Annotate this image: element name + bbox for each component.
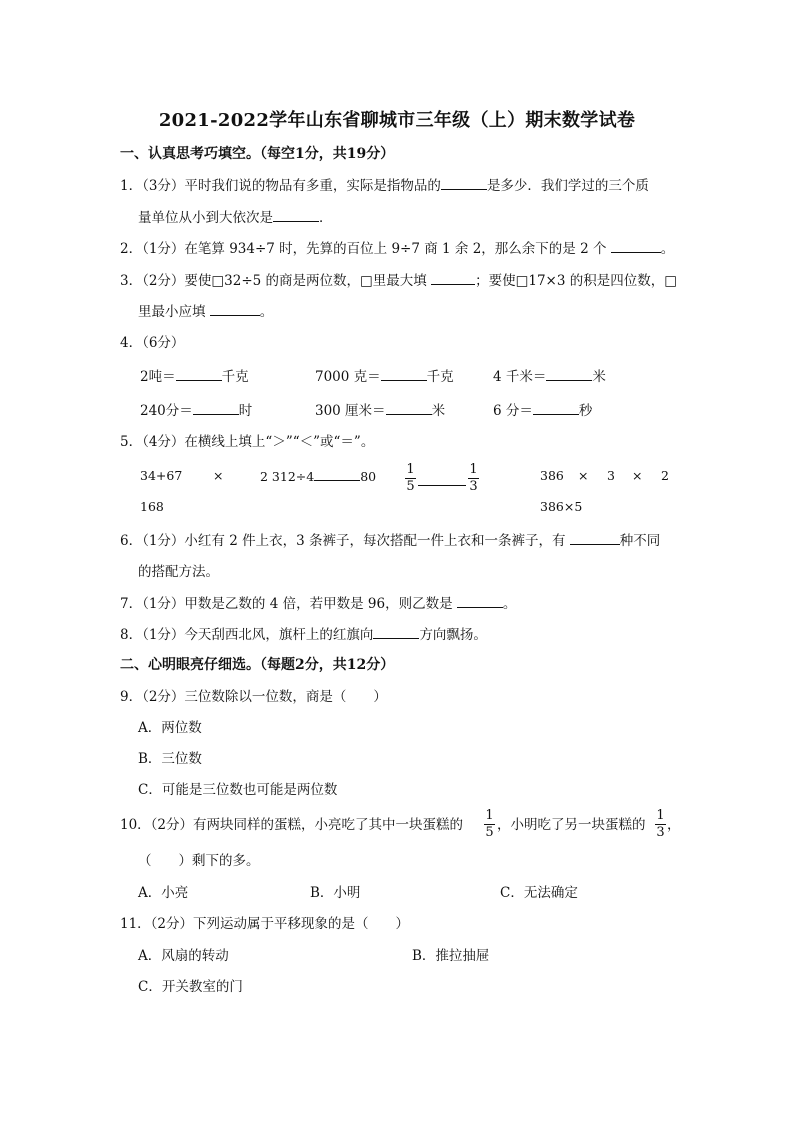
section-2-heading: 二、心明眼亮仔细选。（每题2分，共12分）	[120, 657, 395, 673]
question-11-stem: 11．（2分）下列运动属于平移现象的是（ ）	[120, 916, 410, 932]
q4-pre: 240分＝	[140, 403, 193, 419]
q8-text-b: 方向飘扬。	[419, 627, 487, 643]
q4-row1-item1	[140, 366, 249, 387]
q4-post: 千克	[221, 369, 249, 385]
q7-text-b: 。	[502, 596, 517, 612]
answer-blank[interactable]	[193, 400, 239, 415]
q9-option-c[interactable]: C．可能是三位数也可能是两位数	[138, 782, 338, 798]
q5-item4b: ×	[578, 468, 589, 483]
q10-text-a: 10．（2分）有两块同样的蛋糕，小亮吃了其中一块蛋糕的	[120, 817, 464, 833]
question-7	[120, 593, 516, 614]
q3-text-d: 。	[259, 304, 274, 320]
q11-option-b[interactable]: B．推拉抽屉	[412, 948, 490, 964]
q11-option-a[interactable]: A．风扇的转动	[138, 948, 229, 964]
q4-row2-item1	[140, 400, 252, 421]
answer-blank[interactable]	[533, 400, 579, 415]
q4-row1-item3	[493, 366, 606, 387]
answer-blank[interactable]	[570, 530, 620, 545]
question-1-line-1	[120, 175, 649, 196]
fraction-numerator: 1	[406, 462, 415, 477]
q10-option-c[interactable]: C．无法确定	[500, 885, 578, 901]
question-3-line-1	[120, 270, 677, 291]
q5-item1a: 34+67	[140, 468, 183, 483]
answer-blank[interactable]	[418, 471, 466, 486]
q4-post: 米	[431, 403, 446, 419]
fraction-numerator: 1	[656, 808, 665, 823]
answer-blank[interactable]	[386, 400, 432, 415]
fraction-denominator: 3	[656, 825, 665, 840]
q4-pre: 6 分＝	[493, 403, 533, 419]
q9-option-a[interactable]: A．两位数	[138, 720, 202, 736]
question-6-line-2: 的搭配方法。	[138, 564, 219, 580]
q3-text-c: 里最小应填	[138, 304, 206, 320]
q10-text-b: ，小明吃了另一块蛋糕的	[497, 817, 646, 833]
fraction-denominator: 5	[406, 479, 415, 494]
q4-row2-item3	[493, 400, 592, 421]
q5-item4c: 3	[607, 468, 615, 483]
q4-pre: 2吨＝	[140, 369, 176, 385]
fraction-numerator: 1	[485, 808, 494, 823]
question-3-line-2	[138, 301, 273, 322]
q10-option-b[interactable]: B．小明	[310, 885, 361, 901]
q3-text-a: 3．（2分）要使□32÷5 的商是两位数，□里最大填	[120, 273, 427, 289]
question-8	[120, 624, 487, 645]
question-9-stem: 9．（2分）三位数除以一位数，商是（ ）	[120, 689, 387, 705]
q10-fraction-1	[484, 809, 495, 840]
question-6-line-1	[120, 530, 660, 551]
q1-text-b: 是多少．我们学过的三个质	[486, 178, 649, 194]
answer-blank[interactable]	[441, 175, 487, 190]
answer-blank[interactable]	[210, 301, 260, 316]
section-1-heading: 一、认真思考巧填空。（每空1分，共19分）	[120, 146, 395, 162]
question-1-line-2	[138, 207, 333, 228]
q10-option-a[interactable]: A．小亮	[138, 885, 189, 901]
q2-text-a: 2．（1分）在笔算 934÷7 时，先算的百位上 9÷7 商 1 余 2，那么余下的是 2 个	[120, 241, 607, 257]
answer-blank[interactable]	[381, 366, 427, 381]
answer-blank[interactable]	[546, 366, 592, 381]
page-title: 2021-2022学年山东省聊城市三年级（上）期末数学试卷	[158, 110, 636, 131]
q2-text-b: 。	[660, 241, 675, 257]
q5-item4f: 386×5	[540, 499, 583, 514]
answer-blank[interactable]	[176, 366, 222, 381]
q5-item4e: 2	[661, 468, 669, 483]
q4-row1-item2	[315, 366, 454, 387]
answer-blank[interactable]	[611, 238, 661, 253]
q5-item2a: 2 312÷4	[260, 469, 315, 484]
question-2	[120, 238, 674, 259]
q5-fraction-1	[405, 463, 416, 494]
q4-post: 时	[238, 403, 253, 419]
q5-item2	[260, 466, 376, 487]
q9-option-b[interactable]: B．三位数	[138, 751, 202, 767]
q5-item1b: ×	[213, 468, 224, 483]
q7-text-a: 7．（1分）甲数是乙数的 4 倍，若甲数是 96，则乙数是	[120, 596, 453, 612]
answer-blank[interactable]	[273, 207, 319, 222]
answer-blank[interactable]	[373, 624, 419, 639]
q1-text-a: 1．（3分）平时我们说的物品有多重，实际是指物品的	[120, 178, 441, 194]
q10-text-d: （ ）剩下的多。	[138, 853, 260, 869]
q4-row2-item2	[315, 400, 445, 421]
q5-item2b: 80	[360, 469, 377, 484]
q4-post: 米	[592, 369, 606, 385]
q4-post: 千克	[426, 369, 454, 385]
answer-blank[interactable]	[314, 466, 360, 481]
question-5-label: 5．（4分）在横线上填上“＞”“＜”或“＝”。	[120, 434, 375, 450]
q3-text-b: ；要使□17×3 的积是四位数，□	[475, 273, 677, 289]
fraction-denominator: 3	[469, 479, 478, 494]
q4-post: 秒	[578, 403, 593, 419]
q1-text-d: ．	[319, 210, 333, 226]
question-10-stem	[120, 815, 463, 835]
q10-text-c: ，	[667, 817, 681, 833]
q10-text-b-line	[497, 815, 646, 835]
fraction-denominator: 5	[485, 825, 494, 840]
answer-blank[interactable]	[431, 270, 475, 285]
fraction-numerator: 1	[469, 462, 478, 477]
q8-text-a: 8．（1分）今天刮西北风，旗杆上的红旗向	[120, 627, 374, 643]
q4-pre: 4 千米＝	[493, 369, 547, 385]
answer-blank[interactable]	[457, 593, 503, 608]
q11-option-c[interactable]: C．开关教室的门	[138, 979, 243, 995]
q5-fraction-2	[468, 463, 479, 494]
q4-pre: 300 厘米＝	[315, 403, 386, 419]
q6-text-b: 种不同	[619, 533, 661, 549]
q5-item4a: 386	[540, 468, 564, 483]
q5-item1c: 168	[140, 499, 164, 514]
q10-fraction-2	[655, 809, 666, 840]
q6-text-a: 6．（1分）小红有 2 件上衣，3 条裤子，每次搭配一件上衣和一条裤子，有	[120, 533, 566, 549]
question-4-label: 4．（6分）	[120, 335, 185, 351]
q5-item4d: ×	[632, 468, 643, 483]
q4-pre: 7000 克＝	[315, 369, 381, 385]
q1-text-c: 量单位从小到大依次是	[138, 210, 273, 226]
